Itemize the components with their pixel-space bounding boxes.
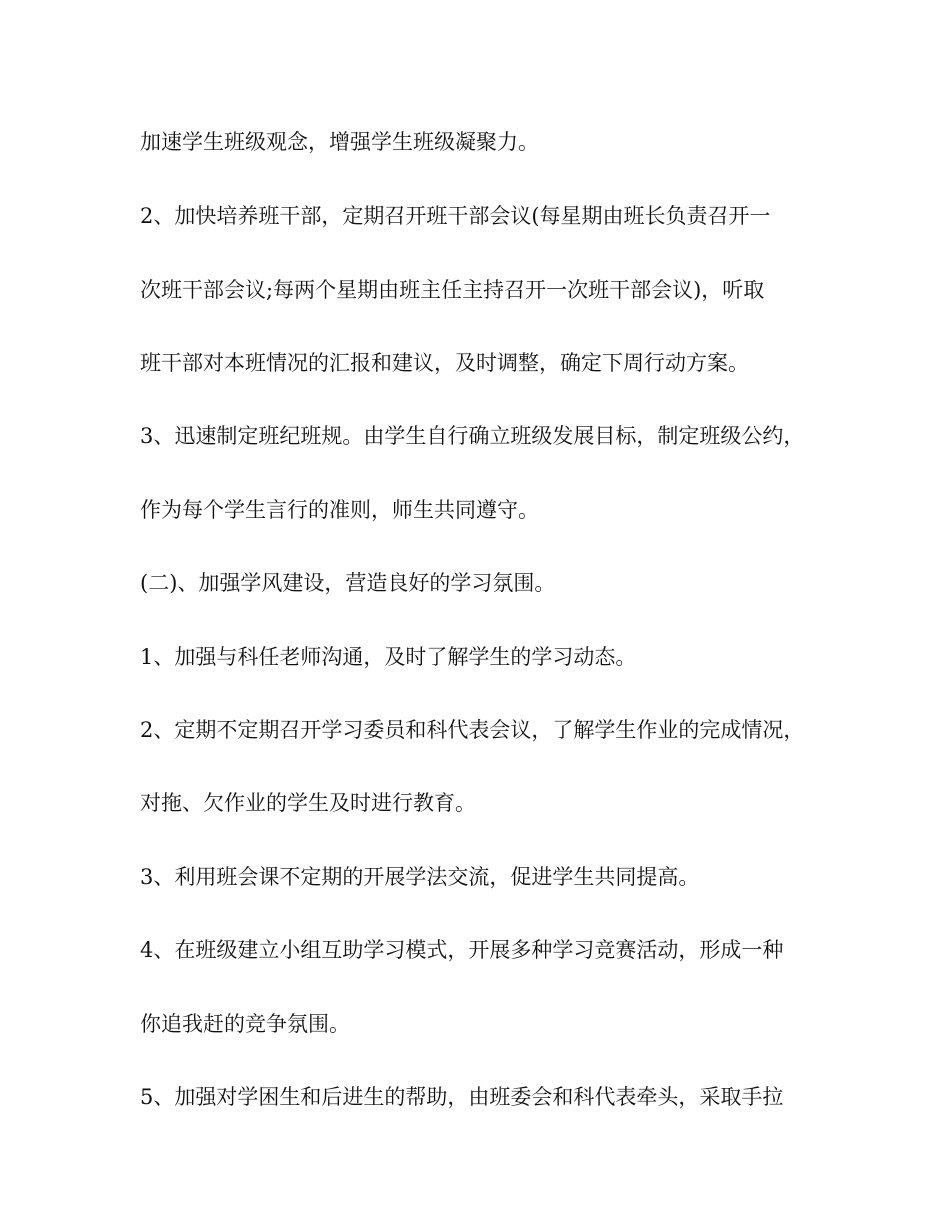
text-line: 加速学生班级观念，增强学生班级凝聚力。 (140, 130, 539, 154)
text-line: 2、加快培养班干部，定期召开班干部会议(每星期由班长负责召开一 (140, 204, 771, 228)
text-line: 4、在班级建立小组互助学习模式，开展多种学习竞赛活动，形成一种 (140, 938, 784, 962)
text-line: 3、利用班会课不定期的开展学法交流，促进学生共同提高。 (140, 865, 700, 889)
text-line: 2、定期不定期召开学习委员和科代表会议，了解学生作业的完成情况， (140, 718, 805, 742)
text-line: 你追我赶的竞争氛围。 (140, 1012, 350, 1036)
text-line: 作为每个学生言行的准则，师生共同遵守。 (140, 498, 539, 522)
text-line: 班干部对本班情况的汇报和建议，及时调整，确定下周行动方案。 (140, 351, 749, 375)
text-line: 对拖、欠作业的学生及时进行教育。 (140, 791, 476, 815)
text-line: 1、加强与科任老师沟通，及时了解学生的学习动态。 (140, 645, 637, 669)
text-line: 5、加强对学困生和后进生的帮助，由班委会和科代表牵头，采取手拉 (140, 1085, 784, 1109)
section-heading: (二)、加强学风建设，营造良好的学习氛围。 (140, 571, 556, 595)
text-line: 3、迅速制定班纪班规。由学生自行确立班级发展目标，制定班级公约， (140, 424, 805, 448)
text-line: 次班干部会议;每两个星期由班主任主持召开一次班干部会议)，听取 (140, 278, 765, 302)
